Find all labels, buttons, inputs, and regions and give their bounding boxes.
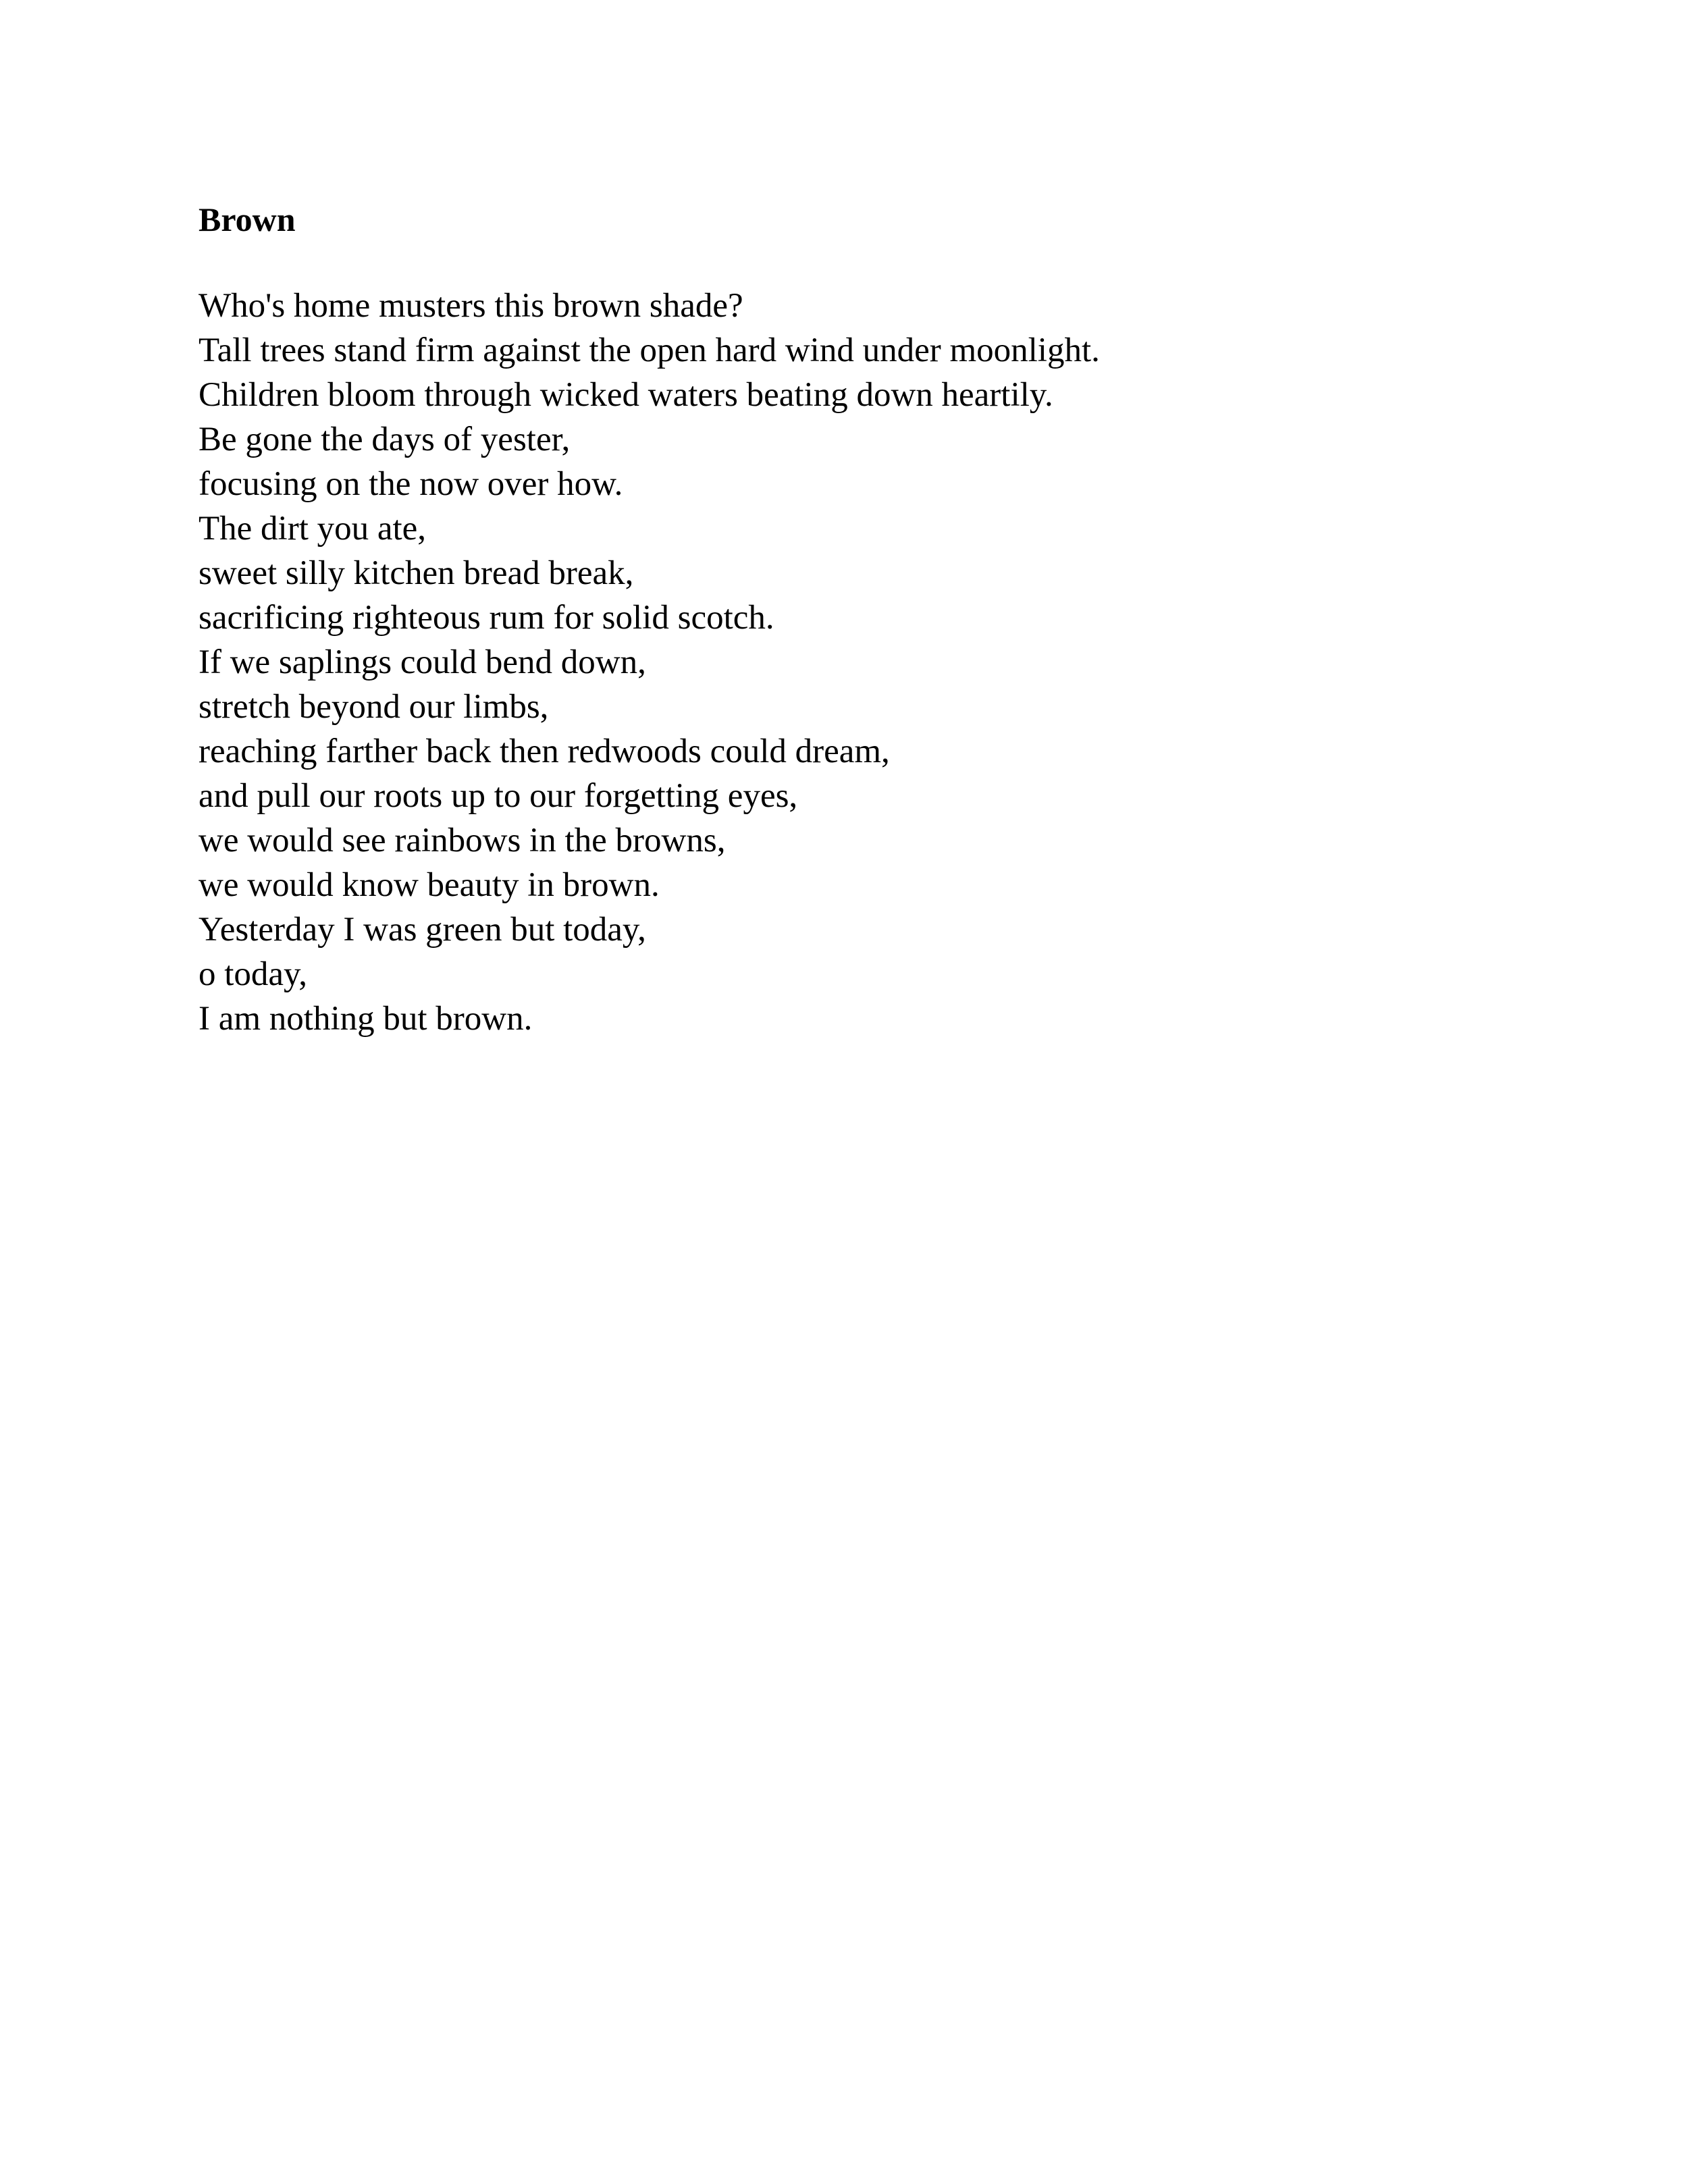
poem-line: If we saplings could bend down, bbox=[199, 643, 646, 681]
poem-line: sweet silly kitchen bread break, bbox=[199, 554, 634, 592]
poem-line: Be gone the days of yester, bbox=[199, 421, 571, 458]
poem-line: Yesterday I was green but today, bbox=[199, 911, 646, 949]
poem-line: Children bloom through wicked waters beating down heartily. bbox=[199, 376, 1053, 414]
poem-line: o today, bbox=[199, 955, 307, 993]
poem-line: we would see rainbows in the browns, bbox=[199, 822, 726, 859]
poem-line: Who's home musters this brown shade? bbox=[199, 287, 743, 325]
poem-line: focusing on the now over how. bbox=[199, 465, 623, 503]
poem-line: The dirt you ate, bbox=[199, 510, 427, 548]
poem-line: I am nothing but brown. bbox=[199, 1000, 533, 1038]
poem-line: sacrificing righteous rum for solid scotch. bbox=[199, 599, 774, 637]
poem-line: and pull our roots up to our forgetting eyes, bbox=[199, 777, 798, 815]
poem-line: reaching farther back then redwoods could dream, bbox=[199, 733, 890, 770]
poem-line: we would know beauty in brown. bbox=[199, 866, 660, 904]
poem-title: Brown bbox=[199, 201, 296, 238]
poem-line: Tall trees stand firm against the open hard wind under moonlight. bbox=[199, 331, 1100, 369]
poem-body bbox=[199, 284, 1100, 1041]
poem-line: stretch beyond our limbs, bbox=[199, 688, 549, 726]
